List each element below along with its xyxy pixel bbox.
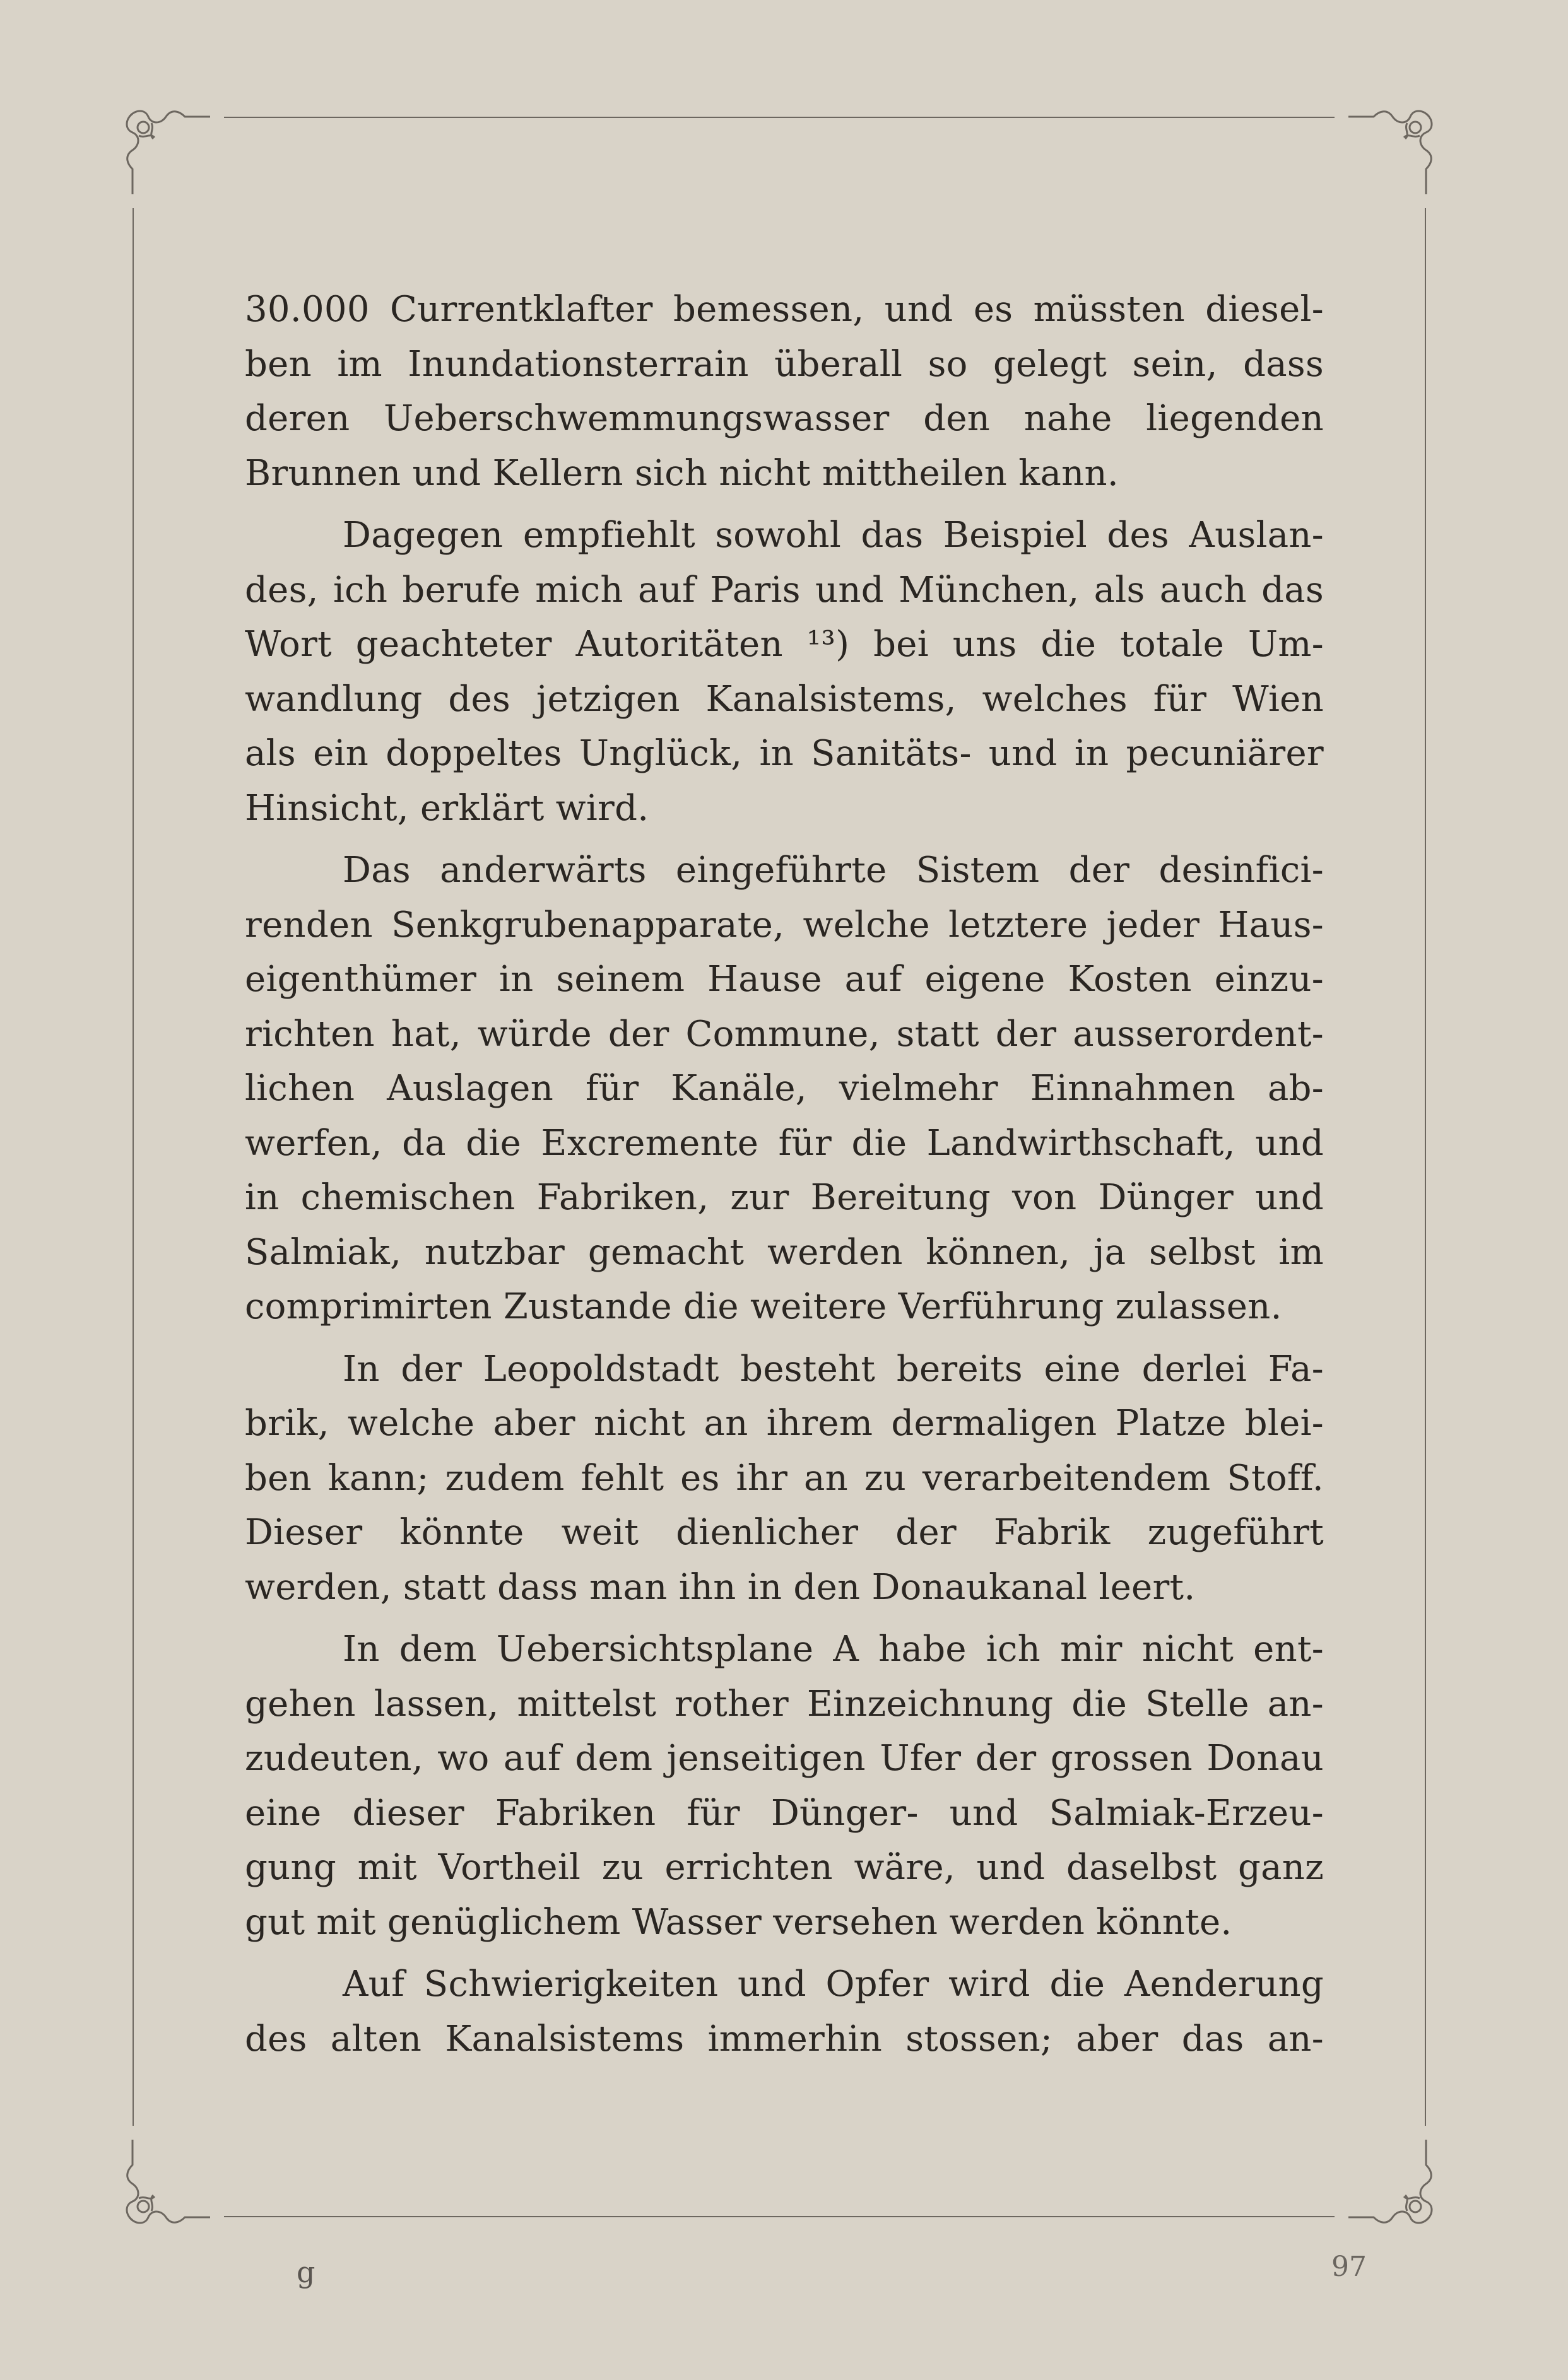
text-line: werfen, da die Excremente für die Landwirthschaft, und [245,1122,1324,1164]
text-line: Hinsicht, erklärt wird. [245,787,649,829]
text-line: des, ich berufe mich auf Paris und München, als auch das [245,569,1324,611]
paragraph-2 [245,508,1324,836]
border-right-rule [1425,208,1426,2126]
paragraph-5 [245,1622,1324,1950]
text-line: Salmiak, nutzbar gemacht werden können, ja selbst im [245,1231,1324,1273]
border-bottom-rule [224,2216,1335,2217]
text-line: Dagegen empfiehlt sowohl das Beispiel des Auslan- [343,515,1324,556]
text-line: gut mit genüglichem Wasser versehen werden könnte. [245,1901,1232,1943]
text-line: Das anderwärts eingeführte Sistem der desinfici- [343,850,1324,891]
paragraph-3 [245,843,1324,1335]
text-line: gehen lassen, mittelst rother Einzeichnung die Stelle an- [245,1683,1324,1725]
body-text [245,283,1324,2074]
border-top-rule [224,117,1335,118]
text-line: des alten Kanalsistems immerhin stossen; aber das an- [245,2018,1324,2060]
text-line: renden Senkgrubenapparate, welche letztere jeder Haus- [245,904,1324,946]
text-line: 30.000 Currentklafter bemessen, und es müssten diesel- [245,289,1324,330]
text-line: comprimirten Zustande die weitere Verführung zulassen. [245,1286,1282,1327]
text-line: Wort geachteter Autoritäten ¹³) bei uns die totale Um- [245,624,1324,665]
text-line: als ein doppeltes Unglück, in Sanitäts- und in pecuniärer [245,733,1324,774]
text-line: in chemischen Fabriken, zur Bereitung von Dünger und [245,1177,1324,1218]
text-line: Auf Schwierigkeiten und Opfer wird die Aenderung [343,1964,1324,2005]
text-line: Brunnen und Kellern sich nicht mittheilen kann. [245,452,1119,494]
paragraph-1 [245,283,1324,501]
border-left-rule [133,208,134,2126]
text-line: ben im Inundationsterrain überall so gelegt sein, dass [245,343,1324,385]
corner-ornament-top-left-icon [117,101,211,196]
signature-mark: g [297,2255,315,2289]
corner-ornament-bottom-left-icon [117,2138,211,2233]
text-line: werden, statt dass man ihn in den Donaukanal leert. [245,1566,1196,1608]
text-line: ben kann; zudem fehlt es ihr an zu verarbeitendem Stoff. [245,1457,1324,1499]
text-line: gung mit Vortheil zu errichten wäre, und daselbst ganz [245,1847,1324,1888]
paragraph-6 [245,1957,1324,2066]
text-line: eigenthümer in seinem Hause auf eigene Kosten einzu- [245,959,1324,1000]
text-line: richten hat, würde der Commune, statt der ausserordent- [245,1013,1324,1055]
text-line: lichen Auslagen für Kanäle, vielmehr Einnahmen ab- [245,1068,1324,1109]
text-line: Dieser könnte weit dienlicher der Fabrik zugeführt [245,1512,1324,1553]
corner-ornament-bottom-right-icon [1347,2138,1442,2233]
text-line: brik, welche aber nicht an ihrem dermaligen Platze blei- [245,1403,1324,1444]
text-line: zudeuten, wo auf dem jenseitigen Ufer der grossen Donau [245,1738,1324,1779]
text-line: In der Leopoldstadt besteht bereits eine derlei Fa- [343,1348,1324,1390]
text-line: In dem Uebersichtsplane A habe ich mir nicht ent- [343,1629,1324,1670]
page-number: 97 [1331,2251,1367,2283]
text-line: deren Ueberschwemmungswasser den nahe liegenden [245,398,1324,439]
text-line: eine dieser Fabriken für Dünger- und Salmiak-Erzeu- [245,1792,1324,1834]
paragraph-4 [245,1342,1324,1615]
corner-ornament-top-right-icon [1347,101,1442,196]
text-line: wandlung des jetzigen Kanalsistems, welches für Wien [245,678,1324,720]
